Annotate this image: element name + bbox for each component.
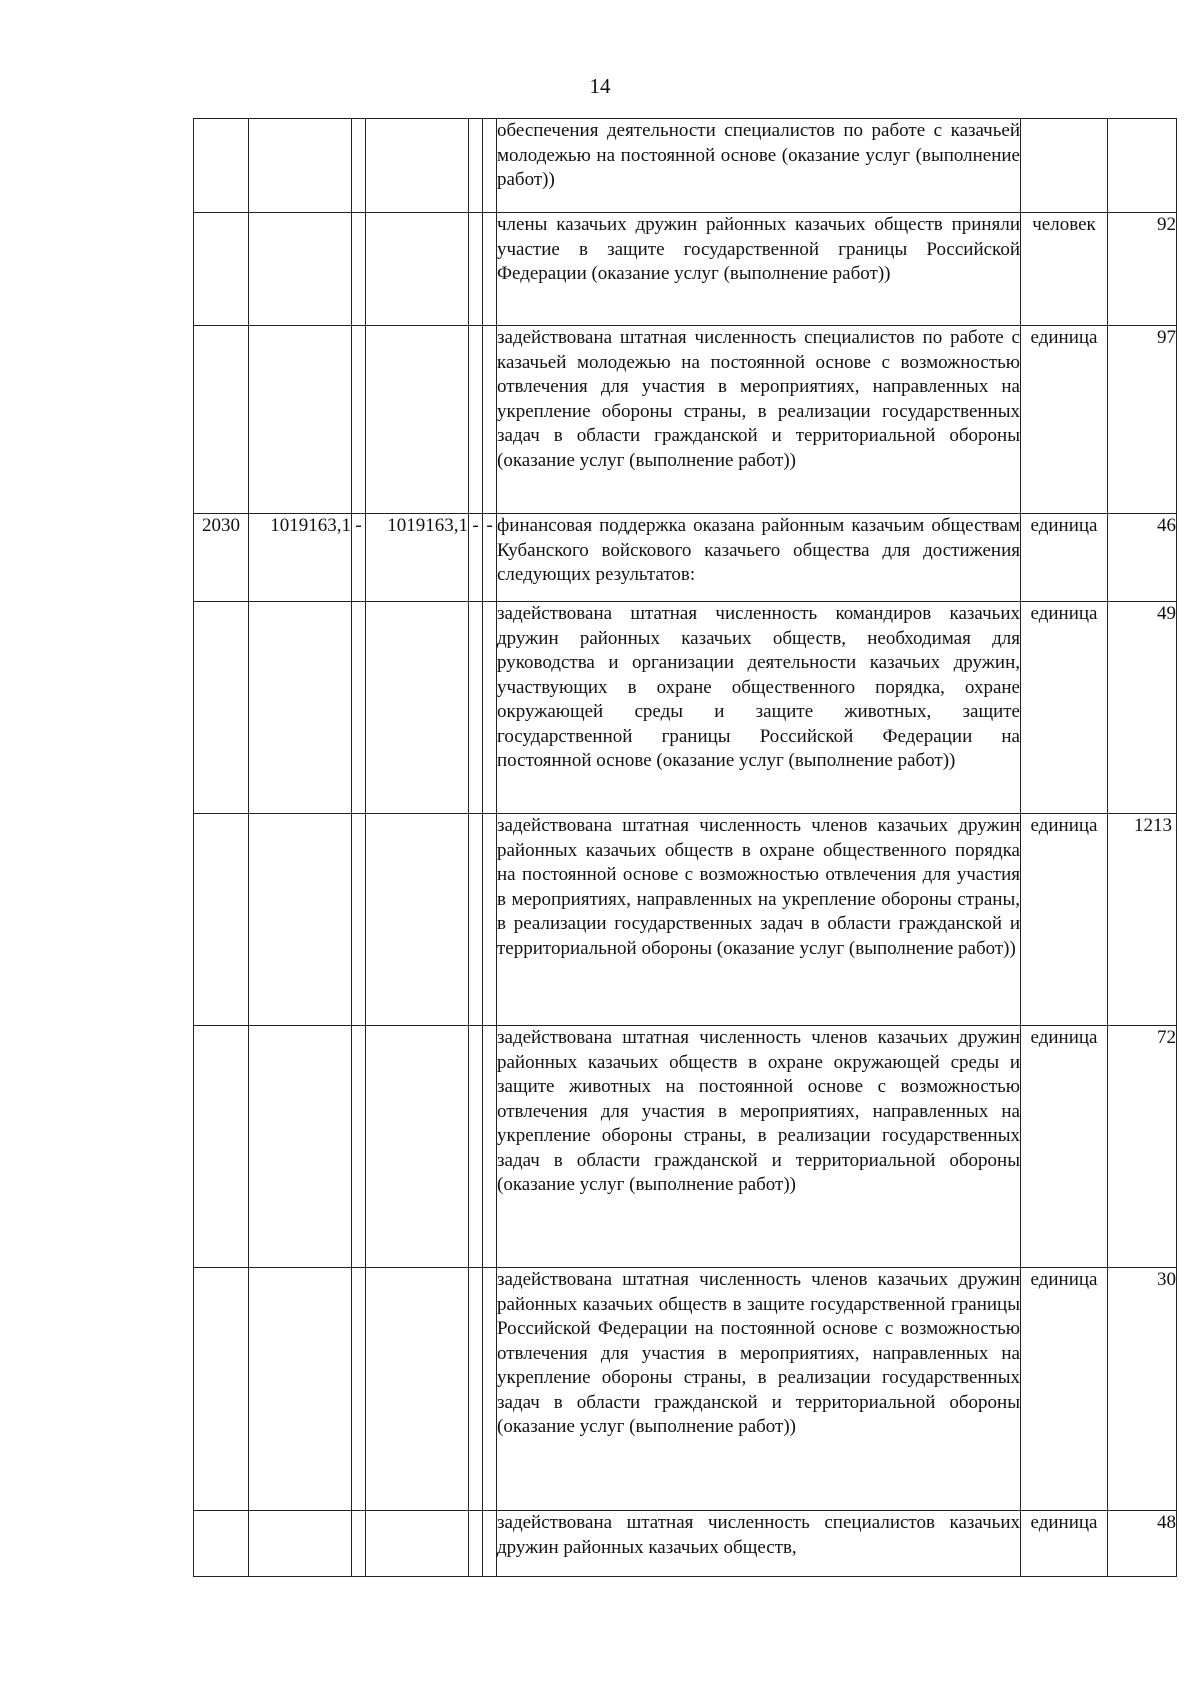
year-cell [194,1511,249,1577]
value-cell: 1213 [1108,814,1177,1026]
local-budget-cell [469,602,483,814]
value-cell: 72 [1108,1026,1177,1268]
regional-budget-cell [366,326,469,514]
year-cell [194,326,249,514]
value-cell: 46 [1108,514,1177,602]
total-amount-cell [249,213,352,326]
regional-budget-cell: 1019163,1 [366,514,469,602]
federal-budget-cell [352,213,366,326]
table-row [194,1511,1177,1577]
federal-budget-cell [352,119,366,213]
regional-budget-cell [366,119,469,213]
other-sources-cell: - [483,514,497,602]
total-amount-cell [249,814,352,1026]
table-row [194,1268,1177,1511]
other-sources-cell [483,602,497,814]
local-budget-cell [469,119,483,213]
table-row [194,326,1177,514]
other-sources-cell [483,1026,497,1268]
federal-budget-cell [352,814,366,1026]
regional-budget-cell [366,1511,469,1577]
result-description-cell: члены казачьих дружин районных казачьих обществ приняли участие в защите государственной границы Российской Федерации (оказание услуг (выполнение работ)) [497,213,1021,326]
unit-cell: единица [1021,602,1108,814]
result-description-cell: обеспечения деятельности специалистов по работе с казачьей молодежью на постоянной основе (оказание услуг (выполнение работ)) [497,119,1021,213]
table-row [194,602,1177,814]
unit-cell: единица [1021,1026,1108,1268]
table-row [194,213,1177,326]
federal-budget-cell [352,1268,366,1511]
other-sources-cell [483,326,497,514]
local-budget-cell: - [469,514,483,602]
value-cell [1108,119,1177,213]
local-budget-cell [469,1026,483,1268]
result-description-cell: задействована штатная численность членов казачьих дружин районных казачьих обществ в охране окружающей среды и защите животных на постоянной основе с возможностью отвлечения для участия в мероприятиях, направленных на укрепление обороны страны, в реализации государственных задач в области гражданской и территориальной обороны (оказание услуг (выполнение работ)) [497,1026,1021,1268]
total-amount-cell: 1019163,1 [249,514,352,602]
result-description-cell: задействована штатная численность командиров казачьих дружин районных казачьих обществ, необходимая для руководства и организации деятельности казачьих дружин, участвующих в охране общественного порядка, охране окружающей среды и защите животных, защите государственной границы Российской Федерации на постоянной основе (оказание услуг (выполнение работ)) [497,602,1021,814]
federal-budget-cell: - [352,514,366,602]
table-row [194,514,1177,602]
total-amount-cell [249,602,352,814]
unit-cell: единица [1021,1511,1108,1577]
result-description-cell: задействована штатная численность членов казачьих дружин районных казачьих обществ в охране общественного порядка на постоянной основе с возможностью отвлечения для участия в мероприятиях, направленных на укрепление обороны страны, в реализации государственных задач в области гражданской и территориальной обороны (оказание услуг (выполнение работ)) [497,814,1021,1026]
result-description-cell: задействована штатная численность специалистов казачьих дружин районных казачьих обществ, [497,1511,1021,1577]
result-description-cell: задействована штатная численность специалистов по работе с казачьей молодежью на постоянной основе с возможностью отвлечения для участия в мероприятиях, направленных на укрепление обороны страны, в реализации государственных задач в области гражданской и территориальной обороны (оказание услуг (выполнение работ)) [497,326,1021,514]
unit-cell: единица [1021,814,1108,1026]
unit-cell: единица [1021,326,1108,514]
year-cell [194,814,249,1026]
total-amount-cell [249,1268,352,1511]
other-sources-cell [483,213,497,326]
unit-cell: единица [1021,1268,1108,1511]
local-budget-cell [469,213,483,326]
year-cell [194,1268,249,1511]
value-cell: 30 [1108,1268,1177,1511]
federal-budget-cell [352,1511,366,1577]
regional-budget-cell [366,213,469,326]
table-row [194,814,1177,1026]
other-sources-cell [483,119,497,213]
other-sources-cell [483,1268,497,1511]
table-row [194,119,1177,213]
unit-cell [1021,119,1108,213]
other-sources-cell [483,814,497,1026]
regional-budget-cell [366,1026,469,1268]
total-amount-cell [249,326,352,514]
value-cell: 92 [1108,213,1177,326]
value-cell: 48 [1108,1511,1177,1577]
total-amount-cell [249,1511,352,1577]
federal-budget-cell [352,326,366,514]
page-number: 14 [589,74,611,98]
year-cell [194,1026,249,1268]
federal-budget-cell [352,602,366,814]
unit-cell: человек [1021,213,1108,326]
year-cell: 2030 [194,514,249,602]
year-cell [194,213,249,326]
value-cell: 49 [1108,602,1177,814]
federal-budget-cell [352,1026,366,1268]
regional-budget-cell [366,602,469,814]
local-budget-cell [469,1511,483,1577]
total-amount-cell [249,119,352,213]
local-budget-cell [469,814,483,1026]
result-description-cell: задействована штатная численность членов казачьих дружин районных казачьих обществ в защите государственной границы Российской Федерации на постоянной основе с возможностью отвлечения для участия в мероприятиях, направленных на укрепление обороны страны, в реализации государственных задач в области гражданской и территориальной обороны (оказание услуг (выполнение работ)) [497,1268,1021,1511]
other-sources-cell [483,1511,497,1577]
table-row [194,1026,1177,1268]
value-cell: 97 [1108,326,1177,514]
results-table [193,118,1177,1577]
year-cell [194,602,249,814]
unit-cell: единица [1021,514,1108,602]
regional-budget-cell [366,1268,469,1511]
local-budget-cell [469,326,483,514]
regional-budget-cell [366,814,469,1026]
result-description-cell: финансовая поддержка оказана районным казачьим обществам Кубанского войскового казачьего общества для достижения следующих результатов: [497,514,1021,602]
year-cell [194,119,249,213]
local-budget-cell [469,1268,483,1511]
total-amount-cell [249,1026,352,1268]
